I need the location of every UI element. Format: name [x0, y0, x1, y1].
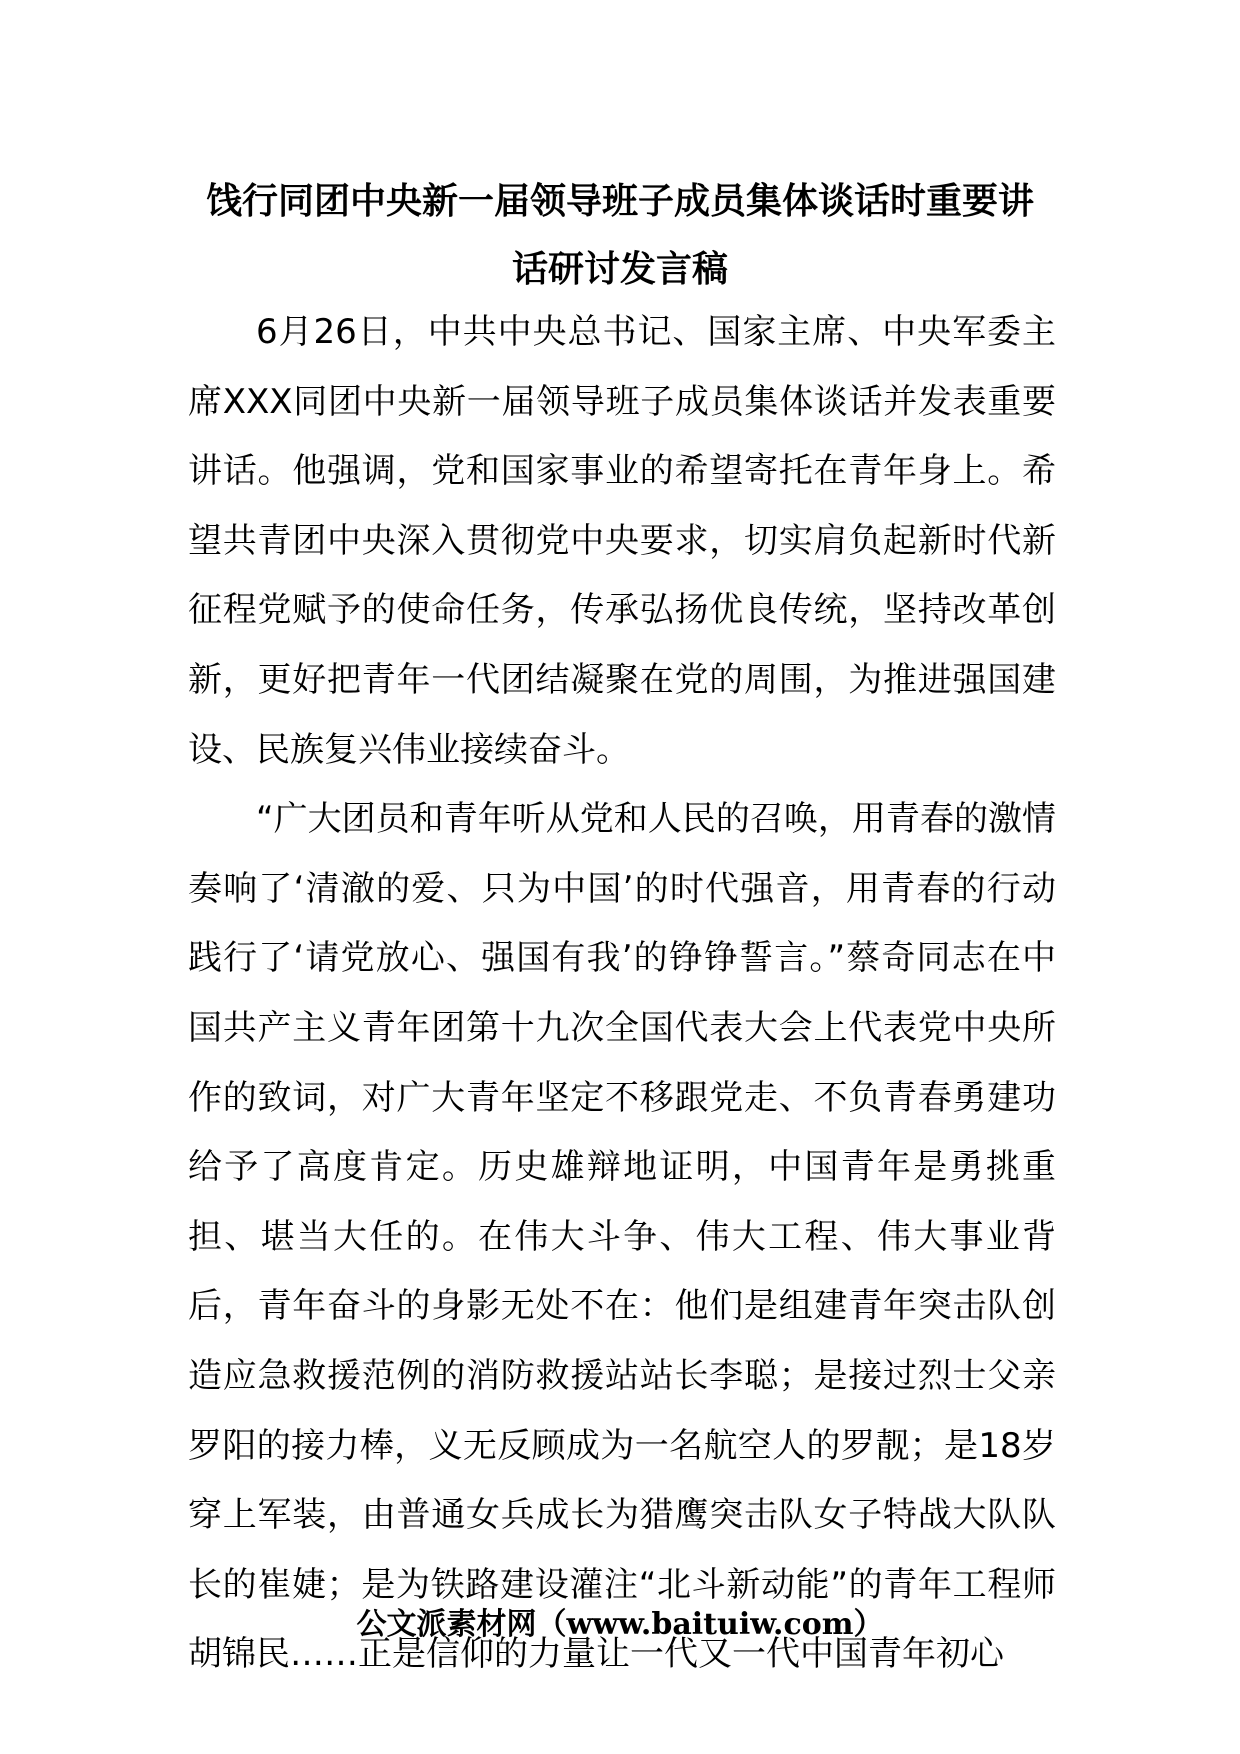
paragraph-1: 6月26日，中共中央总书记、国家主席、中央军委主席XXX同团中央新一届领导班子成员集体谈话并发表重要讲话。他强调，党和国家事业的希望寄托在青年身上。希望共青团中央深入贯彻党中央要求，切实肩负起新时代新征程党赋予的使命任务，传承弘扬优良传统，坚持改革创新，更好把青年一代团结凝聚在党的周围，为推进强国建设、民族复兴伟业接续奋斗。 — [188, 312, 1056, 770]
paragraph-2: “广大团员和青年听从党和人民的召唤，用青春的激情奏响了‘清澈的爱、只为中国’的时代强音，用青春的行动践行了‘请党放心、强国有我’的铮铮誓言。”蔡奇同志在中国共产主义青年团第十九次全国代表大会上代表党中央所作的致词，对广大青年坚定不移跟党走、不负青春勇建功给予了高度肯定。历史雄辩地证明，中国青年是勇挑重担、堪当大任的。在伟大斗争、伟大工程、伟大事业背后，青年奋斗的身影无处不在：他们是组建青年突击队创造应急救援范例的消防救援站站长李聪；是接过烈士父亲罗阳的接力棒，义无反顾成为一名航空人的罗靓；是18岁穿上军装，由普通女兵成长为猎鹰突击队女子特战大队队长的崔婕；是为铁路建设灌注“北斗新动能”的青年工程师胡锦民……正是信仰的力量让一代又一代中国青年初心 — [188, 799, 1056, 1675]
footer-watermark: 公文派素材网（www.baituiw.com） — [356, 1607, 884, 1642]
document-title: 饯行同团中央新一届领导班子成员集体谈话时重要讲话研讨发言稿 — [205, 181, 1034, 290]
document-body — [188, 298, 1056, 1690]
